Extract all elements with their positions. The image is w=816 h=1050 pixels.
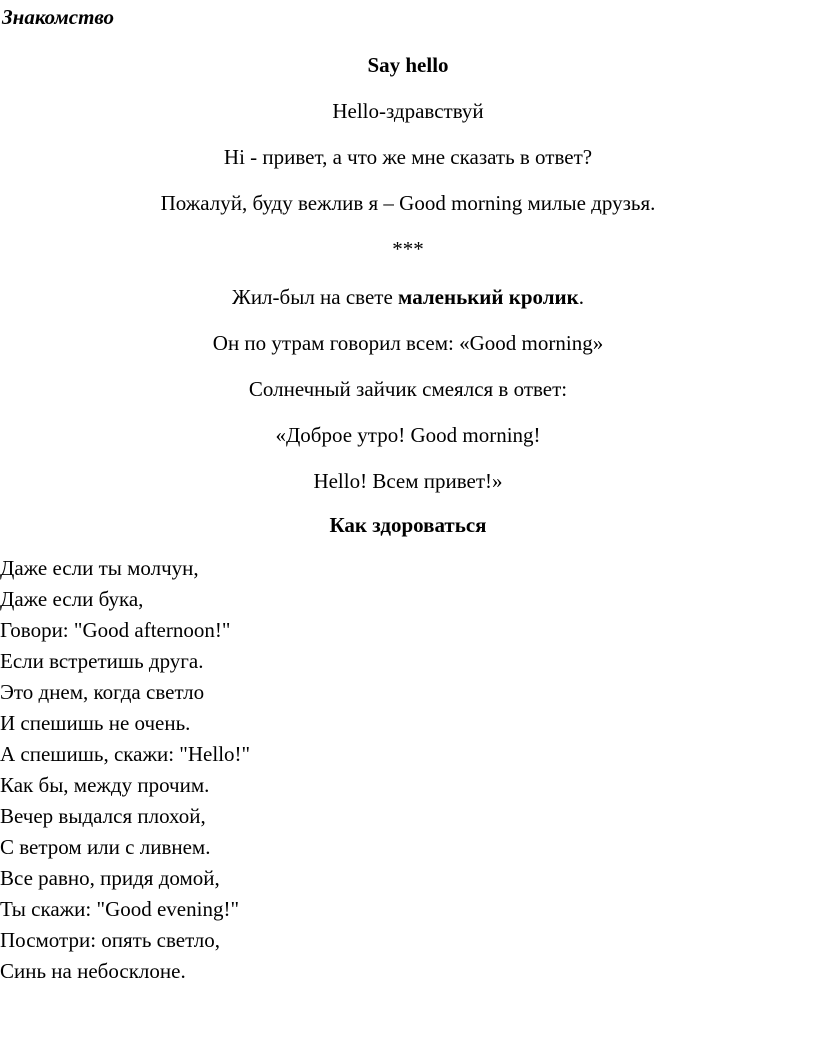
section-title-how-to-greet: Как здороваться [329, 513, 487, 537]
verse-line: Солнечный зайчик смеялся в ответ: [248, 377, 568, 401]
verse-line-prefix: Жил-был на свете [232, 285, 399, 309]
verse-line: Он по утрам говорил всем: «Good morning» [212, 331, 604, 355]
poem-line: А спешишь, скажи: "Hello!" [0, 742, 251, 766]
poem-line: Это днем, когда светло [0, 680, 205, 704]
poem-line: С ветром или с ливнем. [0, 835, 211, 859]
verse-line: Hello-здравствуй [332, 99, 484, 123]
poem-lines [0, 553, 250, 987]
verse-line-rabbit [0, 284, 816, 310]
verse-line: «Доброе утро! Good morning! [275, 423, 541, 447]
verse-line-suffix: . [578, 285, 584, 309]
poem-line: Говори: "Good afternoon!" [0, 618, 231, 642]
poem-line: Как бы, между прочим. [0, 773, 210, 797]
poem-line: Если встретишь друга. [0, 649, 204, 673]
document-heading: Знакомство [2, 5, 115, 29]
verse-line: Пожалуй, буду вежлив я – Good morning милые друзья. [160, 191, 656, 215]
separator-stars: *** [392, 237, 424, 261]
poem-line: Ты скажи: "Good evening!" [0, 897, 240, 921]
poem-line: Посмотри: опять светло, [0, 928, 220, 952]
poem-line: Вечер выдался плохой, [0, 804, 206, 828]
verse-line-bold: маленький кролик [398, 285, 579, 309]
poem-line: Даже если бука, [0, 587, 144, 611]
poem-line: Даже если ты молчун, [0, 556, 199, 580]
verse-line: Hello! Всем привет!» [313, 469, 503, 493]
section-title-say-hello: Say hello [367, 53, 449, 77]
poem-line: Синь на небосклоне. [0, 959, 186, 983]
poem-line: Все равно, придя домой, [0, 866, 220, 890]
verse-line: Hi - привет, а что же мне сказать в ответ? [223, 145, 593, 169]
poem-line: И спешишь не очень. [0, 711, 191, 735]
